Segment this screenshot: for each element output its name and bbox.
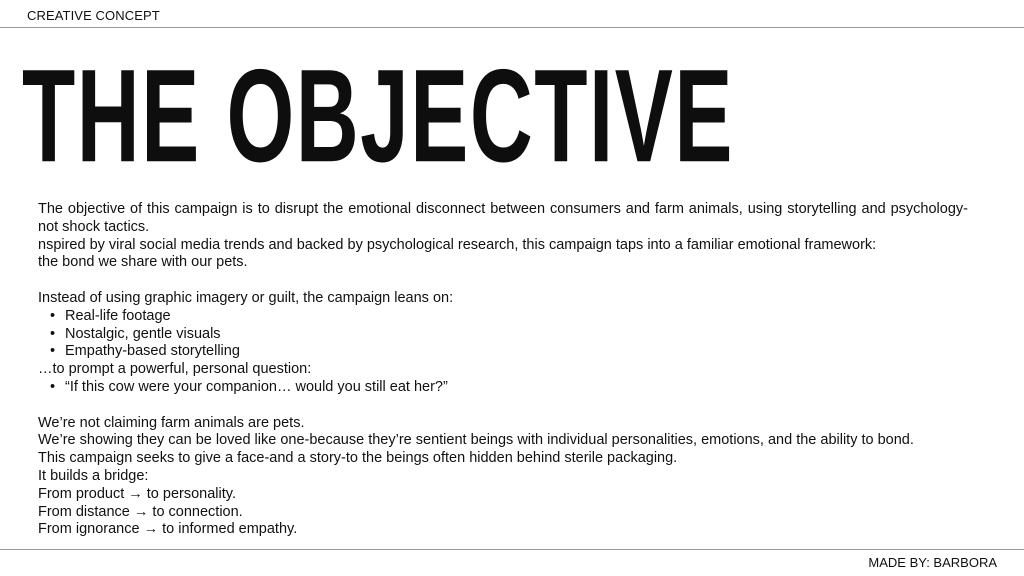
intro-paragraph: The objective of this campaign is to disrupt the emotional disconnect between consumers and farm animals, using storytelling and psychology-not shock tactics. xyxy=(38,201,968,235)
question-list xyxy=(38,379,968,397)
spacer xyxy=(38,397,968,415)
instead-line: Instead of using graphic imagery or guilt, the campaign leans on: xyxy=(38,289,454,306)
list-item: • “If this cow were your companion… would you still eat her?” xyxy=(50,379,968,397)
closing-line: We’re showing they can be loved like one-because they’re sentient beings with individual personalities, emotions, and the ability to bond. xyxy=(38,432,914,449)
author-credit: MADE BY: BARBORA xyxy=(868,555,997,570)
closing-line: From distance → to connection. xyxy=(38,503,243,520)
list-item: • Empathy-based storytelling xyxy=(50,343,968,361)
list-item: • Real-life footage xyxy=(50,308,968,326)
list-item: • Nostalgic, gentle visuals xyxy=(50,326,968,344)
closing-line: From product → to personality. xyxy=(38,485,236,502)
closing-line: This campaign seeks to give a face-and a story-to the beings often hidden behind sterile packaging. xyxy=(38,450,678,467)
spacer xyxy=(38,272,968,290)
inspired-line: nspired by viral social media trends and backed by psychological research, this campaign taps into a familiar emotional framework: xyxy=(38,236,877,253)
approach-list xyxy=(38,308,968,361)
section-label: CREATIVE CONCEPT xyxy=(27,8,160,23)
closing-line: It builds a bridge: xyxy=(38,467,149,484)
prompt-line: …to prompt a powerful, personal question: xyxy=(38,361,312,378)
closing-line: From ignorance → to informed empathy. xyxy=(38,521,298,538)
bond-line: the bond we share with our pets. xyxy=(38,254,248,271)
title-container xyxy=(22,46,782,186)
page-title: THE OBJECTIVE xyxy=(22,46,734,186)
closing-line: We’re not claiming farm animals are pets. xyxy=(38,414,305,431)
body-text xyxy=(38,201,968,539)
bottom-divider xyxy=(0,549,1024,550)
top-divider xyxy=(0,27,1024,28)
